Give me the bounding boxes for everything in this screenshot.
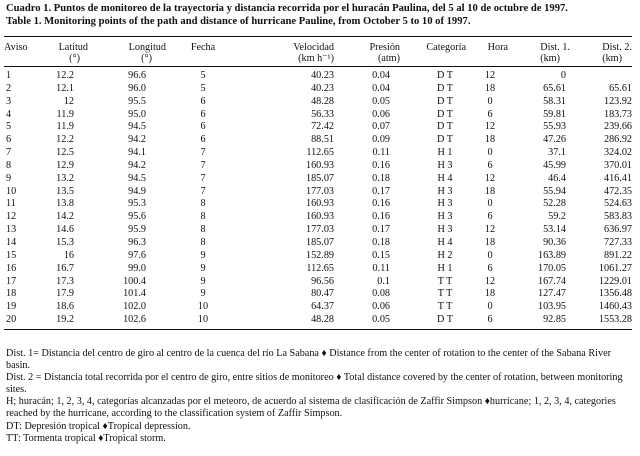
cell-hora: 0 <box>487 249 493 261</box>
cell-presion: 0.04 <box>372 82 390 94</box>
table-row <box>4 250 632 263</box>
cell-aviso: 11 <box>6 198 16 210</box>
table-row <box>4 121 632 134</box>
cell-hora: 12 <box>484 70 496 81</box>
cell-dist1: 167.74 <box>537 275 566 287</box>
cell-longitud: 96.3 <box>128 236 146 248</box>
cell-dist1: 37.1 <box>548 147 566 159</box>
table-row <box>4 134 632 147</box>
cell-dist2: 472.35 <box>603 185 632 197</box>
cell-velocidad: 185.07 <box>305 236 334 248</box>
cell-categoria: D T <box>437 95 453 107</box>
cell-categoria: D T <box>437 82 453 94</box>
cell-dist2: 123.92 <box>603 95 632 107</box>
cell-latitud: 15.3 <box>56 236 74 248</box>
cell-aviso: 13 <box>6 224 17 236</box>
cell-latitud: 14.2 <box>56 211 74 223</box>
cell-dist1: 170.05 <box>537 262 566 274</box>
cell-presion: 0.1 <box>377 275 390 287</box>
cell-velocidad: 177.03 <box>305 185 334 197</box>
cell-latitud: 11.9 <box>56 108 74 120</box>
cell-longitud: 101.4 <box>123 288 146 300</box>
cell-presion: 0.17 <box>372 224 390 236</box>
caption-english: Table 1. Monitoring points of the path and distance of hurricane Pauline, from October 5 to 10 of 1997. <box>6 15 471 27</box>
cell-hora: 18 <box>484 236 496 248</box>
table-row <box>4 109 632 122</box>
cell-presion: 0.18 <box>372 172 390 184</box>
col-aviso: Aviso <box>4 37 42 54</box>
cell-dist2: 1356.48 <box>598 288 632 300</box>
cell-categoria: D T <box>437 70 453 81</box>
cell-categoria: H 4 <box>437 172 453 184</box>
cell-categoria: H 3 <box>437 198 453 210</box>
cell-latitud: 16 <box>63 249 74 261</box>
cell-longitud: 94.2 <box>128 159 146 171</box>
table-row <box>4 198 632 211</box>
cell-dist2: 891.22 <box>603 249 632 261</box>
cell-dist2: 65.61 <box>609 82 632 94</box>
cell-aviso: 20 <box>4 314 42 329</box>
table-row <box>4 147 632 160</box>
cell-categoria: H 3 <box>437 159 453 171</box>
cell-presion: 0.11 <box>372 147 390 159</box>
monitoring-table <box>4 36 632 330</box>
table-row <box>4 83 632 96</box>
table-row <box>4 96 632 109</box>
cell-hora: 6 <box>487 159 493 171</box>
cell-latitud: 12.2 <box>56 134 74 146</box>
cell-dist2: 416.41 <box>603 172 632 184</box>
cell-categoria: H 1 <box>437 147 453 159</box>
cell-categoria: D T <box>437 108 453 120</box>
cell-fecha: 8 <box>200 224 206 236</box>
cell-latitud: 17.3 <box>56 275 74 287</box>
table-row <box>4 211 632 224</box>
cell-dist1: 127.47 <box>537 288 566 300</box>
cell-dist2: 524.63 <box>603 198 632 210</box>
table-row <box>4 224 632 237</box>
cell-dist2: 727.33 <box>603 236 632 248</box>
cell-presion: 0.11 <box>372 262 390 274</box>
cell-latitud: 12.9 <box>56 159 74 171</box>
col-presion-unit: (atm) <box>334 53 400 67</box>
cell-fecha: 7 <box>200 147 206 159</box>
cell-dist1: 47.26 <box>543 134 566 146</box>
cell-aviso: 9 <box>6 172 12 184</box>
cell-longitud: 102.6 <box>88 314 166 329</box>
cell-aviso: 10 <box>6 185 17 197</box>
cell-dist2: 183.73 <box>603 108 632 120</box>
cell-aviso: 6 <box>6 134 12 146</box>
cell-latitud: 12 <box>63 95 74 107</box>
cell-categoria: H 2 <box>437 249 453 261</box>
table-notes <box>6 348 634 445</box>
col-dist2-unit: (km) <box>570 53 632 67</box>
cell-aviso: 7 <box>6 147 12 159</box>
caption-spanish: Cuadro 1. Puntos de monitoreo de la trayectoria y distancia recorrida por el huracán Paulina, del 5 al 10 de octubre de 1997. <box>6 3 568 14</box>
cell-longitud: 94.2 <box>128 134 146 146</box>
col-presion: Presión <box>334 37 400 54</box>
col-latitud: Latitud <box>42 37 88 54</box>
cell-latitud: 13.5 <box>56 185 74 197</box>
cell-aviso: 8 <box>6 159 12 171</box>
cell-fecha: 9 <box>200 275 206 287</box>
table-row <box>4 237 632 250</box>
cell-longitud: 94.5 <box>128 121 146 133</box>
cell-latitud: 18.6 <box>56 301 74 313</box>
cell-hora: 6 <box>487 211 493 223</box>
table-row <box>4 67 632 83</box>
cell-latitud: 14.6 <box>56 224 74 236</box>
cell-fecha: 9 <box>200 262 206 274</box>
cell-dist1: 55.94 <box>543 185 566 197</box>
cell-hora: 0 <box>487 198 493 210</box>
col-categoria: Categoría <box>400 37 466 54</box>
cell-categoria: H 3 <box>437 185 453 197</box>
cell-categoria: D T <box>437 134 453 146</box>
cell-aviso: 17 <box>6 275 17 287</box>
cell-hora: 6 <box>487 262 493 274</box>
cell-velocidad: 177.03 <box>305 224 334 236</box>
cell-fecha: 7 <box>200 185 206 197</box>
cell-dist2: 1229.01 <box>598 275 632 287</box>
cell-categoria: D T <box>400 314 466 329</box>
cell-presion: 0.08 <box>372 288 390 300</box>
cell-dist1: 53.14 <box>543 224 566 236</box>
cell-aviso: 4 <box>6 108 12 120</box>
cell-velocidad: 185.07 <box>305 172 334 184</box>
cell-aviso: 1 <box>6 70 12 81</box>
cell-hora: 18 <box>484 185 496 197</box>
cell-velocidad: 48.28 <box>311 95 334 107</box>
cell-velocidad: 64.37 <box>311 301 334 313</box>
cell-longitud: 95.3 <box>128 198 146 210</box>
col-fecha: Fecha <box>166 37 240 54</box>
note-dt: DT: Depresión tropical ♦Tropical depression. <box>6 420 191 432</box>
cell-latitud: 16.7 <box>56 262 74 274</box>
cell-aviso: 2 <box>6 82 12 94</box>
cell-fecha: 5 <box>200 70 206 81</box>
cell-aviso: 14 <box>6 236 17 248</box>
col-longitud: Longitud <box>88 37 166 54</box>
cell-dist1: 55.93 <box>543 121 566 133</box>
cell-aviso: 15 <box>6 249 17 261</box>
cell-velocidad: 152.89 <box>305 249 334 261</box>
table-row <box>4 160 632 173</box>
cell-fecha: 8 <box>200 198 206 210</box>
cell-hora: 6 <box>466 314 508 329</box>
table-row <box>4 288 632 301</box>
cell-presion: 0.07 <box>372 121 390 133</box>
cell-fecha: 7 <box>200 159 206 171</box>
cell-categoria: H 1 <box>437 262 453 274</box>
cell-dist1: 92.85 <box>508 314 570 329</box>
cell-longitud: 94.9 <box>128 185 146 197</box>
cell-longitud: 100.4 <box>123 275 146 287</box>
cell-presion: 0.17 <box>372 185 390 197</box>
table-row <box>4 314 632 329</box>
cell-dist2: 239.66 <box>603 121 632 133</box>
col-longitud-unit: (°) <box>88 53 166 67</box>
cell-velocidad: 160.93 <box>305 159 334 171</box>
cell-presion: 0.05 <box>334 314 400 329</box>
cell-presion: 0.06 <box>372 301 390 313</box>
cell-hora: 18 <box>484 134 496 146</box>
cell-presion: 0.16 <box>372 159 390 171</box>
cell-velocidad: 80.47 <box>311 288 334 300</box>
cell-longitud: 97.6 <box>128 249 146 261</box>
cell-velocidad: 160.93 <box>305 211 334 223</box>
cell-aviso: 19 <box>6 301 17 313</box>
cell-fecha: 8 <box>200 211 206 223</box>
cell-latitud: 12.2 <box>56 70 74 81</box>
cell-fecha: 6 <box>200 134 206 146</box>
col-categoria-unit <box>400 53 466 67</box>
table-body <box>4 67 632 330</box>
cell-dist1: 90.36 <box>543 236 566 248</box>
cell-hora: 12 <box>484 121 496 133</box>
cell-longitud: 102.0 <box>123 301 146 313</box>
cell-fecha: 7 <box>200 172 206 184</box>
cell-fecha: 5 <box>200 82 206 94</box>
cell-velocidad: 112.65 <box>306 147 334 159</box>
cell-longitud: 96.0 <box>128 82 146 94</box>
cell-velocidad: 48.28 <box>240 314 334 329</box>
cell-hora: 12 <box>484 172 496 184</box>
cell-aviso: 5 <box>6 121 12 133</box>
cell-dist1: 163.89 <box>537 249 566 261</box>
cell-fecha: 9 <box>200 288 206 300</box>
cell-hora: 12 <box>484 275 496 287</box>
col-dist1: Dist. 1. <box>508 37 570 54</box>
col-latitud-unit: (°) <box>42 53 88 67</box>
cell-aviso: 16 <box>6 262 17 274</box>
col-fecha-unit <box>166 53 240 67</box>
header-row-2 <box>4 53 632 67</box>
cell-fecha: 9 <box>200 249 206 261</box>
cell-longitud: 95.9 <box>128 224 146 236</box>
cell-presion: 0.06 <box>372 108 390 120</box>
cell-longitud: 95.6 <box>128 211 146 223</box>
cell-aviso: 3 <box>6 95 12 107</box>
col-dist2: Dist. 2. <box>570 37 632 54</box>
cell-velocidad: 56.33 <box>311 108 334 120</box>
cell-categoria: H 3 <box>437 211 453 223</box>
col-dist1-unit: (km) <box>508 53 570 67</box>
header-row-1 <box>4 37 632 54</box>
cell-categoria: T T <box>437 288 453 300</box>
cell-aviso: 18 <box>6 288 17 300</box>
note-hurricane: H; huracán; 1, 2, 3, 4, categorías alcanzadas por el meteoro, de acuerdo al sistema de clasificación de Zaffir Simpson ♦hurricane; 1, 2, 3, 4, categories reached by the hurricane, according to the classification system of Zaffir Simpson. <box>6 396 616 420</box>
cell-longitud: 95.0 <box>128 108 146 120</box>
note-tt: TT: Tormenta tropical ♦Tropical storm. <box>6 432 166 444</box>
col-aviso-unit <box>4 53 42 67</box>
cell-categoria: T T <box>437 301 453 313</box>
cell-dist1: 59.2 <box>548 211 566 223</box>
cell-dist2: 1553.28 <box>570 314 632 329</box>
cell-dist2: 583.83 <box>603 211 632 223</box>
cell-hora: 18 <box>484 82 496 94</box>
cell-longitud: 94.5 <box>128 172 146 184</box>
cell-velocidad: 160.93 <box>305 198 334 210</box>
table-row <box>4 301 632 314</box>
cell-dist1: 103.95 <box>537 301 566 313</box>
cell-hora: 0 <box>487 147 493 159</box>
cell-latitud: 11.9 <box>56 121 74 133</box>
cell-fecha: 10 <box>197 301 209 313</box>
cell-velocidad: 72.42 <box>311 121 334 133</box>
cell-fecha: 10 <box>166 314 240 329</box>
cell-hora: 12 <box>484 224 496 236</box>
cell-fecha: 6 <box>200 108 206 120</box>
cell-dist1: 0 <box>560 70 566 81</box>
col-hora-unit <box>466 53 508 67</box>
cell-velocidad: 88.51 <box>311 134 334 146</box>
cell-latitud: 12.5 <box>56 147 74 159</box>
cell-longitud: 94.1 <box>128 147 146 159</box>
cell-hora: 0 <box>487 301 493 313</box>
cell-fecha: 8 <box>200 236 206 248</box>
cell-presion: 0.04 <box>372 70 390 81</box>
cell-velocidad: 112.65 <box>306 262 334 274</box>
cell-latitud: 17.9 <box>56 288 74 300</box>
cell-longitud: 99.0 <box>128 262 146 274</box>
cell-latitud: 19.2 <box>42 314 88 329</box>
cell-dist2: 1061.27 <box>598 262 632 274</box>
cell-latitud: 13.8 <box>56 198 74 210</box>
cell-dist2: 286.92 <box>603 134 632 146</box>
table-row <box>4 263 632 276</box>
cell-velocidad: 40.23 <box>311 70 334 81</box>
cell-presion: 0.15 <box>372 249 390 261</box>
cell-presion: 0.16 <box>372 211 390 223</box>
cell-longitud: 95.5 <box>128 95 146 107</box>
cell-dist1: 59.81 <box>543 108 566 120</box>
col-velocidad-unit: (km h⁻¹) <box>240 53 334 67</box>
cell-hora: 6 <box>487 108 493 120</box>
cell-dist2 <box>570 67 632 83</box>
table-caption <box>6 3 636 28</box>
cell-presion: 0.09 <box>372 134 390 146</box>
cell-hora: 0 <box>487 95 493 107</box>
cell-fecha: 6 <box>200 121 206 133</box>
cell-categoria: T T <box>437 275 453 287</box>
cell-categoria: H 4 <box>437 236 453 248</box>
cell-fecha: 6 <box>200 95 206 107</box>
cell-dist1: 52.28 <box>543 198 566 210</box>
note-dist1: Dist. 1= Distancia del centro de giro al centro de la cuenca del río La Sabana ♦ Distance from the center of rotation to the center of the Sabana River basin. <box>6 348 611 372</box>
cell-aviso: 12 <box>6 211 17 223</box>
cell-presion: 0.05 <box>372 95 390 107</box>
cell-dist1: 65.61 <box>543 82 566 94</box>
table-row <box>4 186 632 199</box>
cell-dist2: 324.02 <box>603 147 632 159</box>
cell-dist1: 58.31 <box>543 95 566 107</box>
cell-longitud: 96.6 <box>128 70 146 81</box>
cell-dist2: 1460.43 <box>598 301 632 313</box>
cell-presion: 0.18 <box>372 236 390 248</box>
table-row <box>4 276 632 289</box>
cell-latitud: 13.2 <box>56 172 74 184</box>
cell-latitud: 12.1 <box>56 82 74 94</box>
col-hora: Hora <box>466 37 508 54</box>
cell-velocidad: 40.23 <box>311 82 334 94</box>
cell-dist1: 46.4 <box>548 172 566 184</box>
cell-dist2: 370.01 <box>603 159 632 171</box>
cell-hora: 18 <box>484 288 496 300</box>
cell-dist1: 45.99 <box>543 159 566 171</box>
cell-presion: 0.16 <box>372 198 390 210</box>
col-velocidad: Velocidad <box>240 37 334 54</box>
cell-categoria: H 3 <box>437 224 453 236</box>
cell-categoria: D T <box>437 121 453 133</box>
table-row <box>4 173 632 186</box>
cell-dist2: 636.97 <box>603 224 632 236</box>
cell-velocidad: 96.56 <box>311 275 334 287</box>
note-dist2: Dist. 2 = Distancia total recorrida por el centro de giro, entre sitios de monitoreo ♦ Total distance covered by the center of rotation, between monitoring sites. <box>6 372 623 396</box>
